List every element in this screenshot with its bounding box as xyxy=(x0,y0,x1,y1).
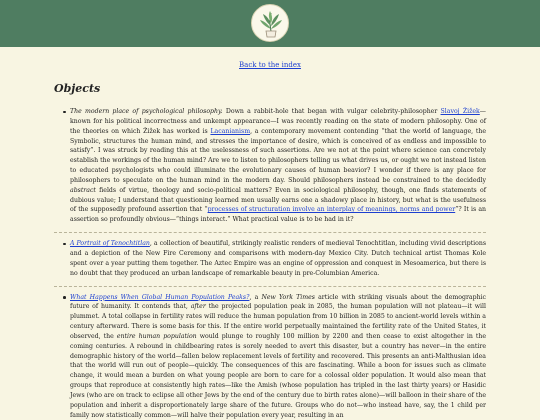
page-title: Objects xyxy=(54,82,100,95)
entry-divider xyxy=(54,232,486,233)
entry-text: ”? It is an assertion so profoundly obvious—“things interact.” What practical value is to be had in it? xyxy=(70,206,486,223)
entry-title: The modern place of psychological philosophy. xyxy=(70,108,223,115)
entry-text: Down a rabbit-hole that began with vulgar celebrity-philosopher xyxy=(223,108,441,115)
lacanianism-link[interactable]: Lacanianism xyxy=(210,128,250,135)
potted-plant-icon xyxy=(252,5,290,43)
entry-text: , a xyxy=(249,294,261,301)
global-population-peak-link[interactable]: What Happens When Global Human Population Peaks? xyxy=(70,294,249,301)
entry-text: , a collection of beautiful, strikingly realistic renders of medieval Tenochtitlan, including vivid descriptions and a depiction of the New Fire Ceremony and comparisons with modern-day Mexico City. Dutch technical artist Thomas Kole spent over a year putting them together. The Aztec Empire was an engine of oppression and conquest in Mesoamerica, but there is no doubt that they produced an urban landscape of remarkable beauty in pre-Columbian America. xyxy=(70,240,486,277)
entry-text: , a contemporary movement contending “that the world of language, the Symbolic, structures the human mind, and stresses the importance of desire, which is conceived of as endless and impossible to satisfy”. I was struck by reading this at the uselessness of such assertions. Are we not at the point where science can concretely establish the workings of the human mind? Are we to listen to philosophers telling us what drives us, or ought we not instead listen to educated psychologists who could illuminate the evolutionary causes of human beavior? I wonder if there is any place for philosophers to speculate on the human mind in the modern day. Should philosophers instead be constrained to the decidedly xyxy=(70,128,486,184)
slavoj-zizek-link[interactable]: Slavoj Žižek xyxy=(441,108,480,115)
list-item xyxy=(70,293,486,420)
objects-list xyxy=(70,107,486,420)
entry-emphasis: abstract xyxy=(70,187,96,194)
entry-text: fields of virtue, theology and socio-political matters? Even in sociological philosophy, though, one finds statements of dubious value; I understand that questioning learned men usually earns one a shadowy place in history, but what is the usefulness of the supposedly profound assertion that “ xyxy=(70,187,486,214)
site-logo[interactable] xyxy=(251,4,289,42)
entry-text: would plunge to roughly 100 million by 2200 and then cease to exist altogether in the coming centuries. A rebound in childbearing rates is sorely needed to avert this disaster, but a country has never—in the entire demographic history of the world—fallen below replacement levels of fertility and recovered. This presents an anti-Malthusian idea that the world will run out of people—quickly. The consequences of this are fascinating. While a boon for issues such as climate change, it would mean a burden on what young people are born to care for a colossal older population. It would also mean that groups that reproduce at consistently high rates—like the Amish (whose population has tripled in the last thirty years) or Hasidic Jews (who are on track to eclipse all other Jews by the end of the century due to birth rates alone)—will balloon in their share of the population and inherit a disproportionately large share of the future. Groups who do not—who instead have, say, the 1 child per family now statistically common—will halve their population every year, resulting in an xyxy=(70,333,486,419)
entry-text: the projected population peak in 2085, the human population will not plateau—it will plummet. A total collapse in fertility rates will reduce the human population from 10 billion in 2085 to ancient-world levels within a century afterward. There is some basis for this. If the entire world perpetually maintained the fertility rate of the United States, it observed, the xyxy=(70,303,486,340)
portrait-of-tenochtitlan-link[interactable]: A Portrait of Tenochtitlan xyxy=(70,240,150,247)
bullet-icon xyxy=(63,243,66,246)
list-item xyxy=(70,107,486,225)
entry-text: article with striking visuals about the demographic future of humanity. It contends that, xyxy=(70,294,486,311)
list-item xyxy=(70,239,486,278)
entry-divider xyxy=(54,286,486,287)
site-header xyxy=(0,0,540,47)
back-to-index-link[interactable]: Back to the index xyxy=(0,61,540,70)
entry-text: —known for his political incorrectness and unkempt appearance—I was recently reading on the state of modern philosophy. One of the theories on which Žižek has worked is xyxy=(70,108,486,135)
entry-emphasis: entire human population xyxy=(117,333,197,340)
bullet-icon xyxy=(63,111,66,114)
structuration-quote-link[interactable]: processes of structuration involve an interplay of meanings, norms and power xyxy=(208,206,456,213)
publication-name: New York Times xyxy=(261,294,315,301)
bullet-icon xyxy=(63,296,66,299)
entry-emphasis: after xyxy=(191,303,206,310)
